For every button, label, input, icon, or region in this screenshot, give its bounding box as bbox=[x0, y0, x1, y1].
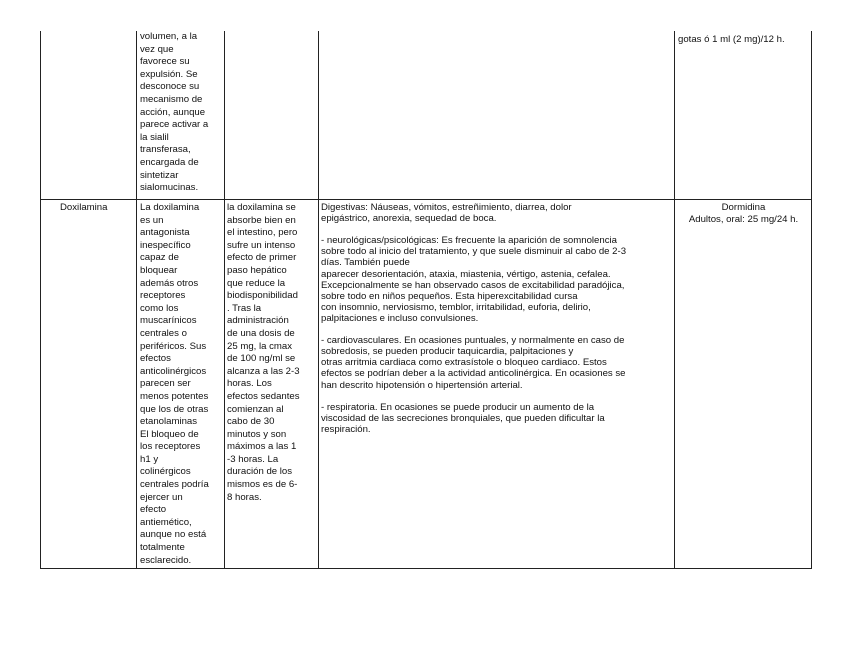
mechanism-cell: La doxilamina es un antagonista inespecífico capaz de bloquear además otros receptores como los muscarínicos centrales o periféricos. Sus efectos anticolinérgicos parecen ser menos potentes que los de otras etanolaminas El bloqueo de los receptores h1 y colinérgicos centrales podría ejercer un efecto antiemético, aunque no está totalmente esclarecido. bbox=[140, 202, 209, 566]
adverse-effects-cell: Digestivas: Náuseas, vómitos, estreñimiento, diarrea, dolor epigástrico, anorexia, sequedad de boca. - neurológicas/psicológicas: Es frecuente la aparición de somnolencia sobre todo al inicio del tratamiento, y que suele disminuir al cabo de 2-3 días. También puede aparecer desorientación, ataxia, miastenia, vértigo, astenia, cefalea. Excepcionalmente se han observado casos de excitabilidad paradójica, sobre todo en niños pequeños. Esta hiperexcitabilidad cursa con insomnio, nerviosismo, temblor, irritabilidad, euforia, delirio, palpitaciones e incluso convulsiones. - cardiovasculares. En ocasiones puntuales, y normalmente en caso de sobredosis, se pueden producir taquicardia, palpitaciones y otras arritmia cardiaca como extrasístole o bloqueo cardiaco. Estos efectos se podrían deber a la actividad anticolinérgica. En ocasiones se han descrito hipotensión o hipertensión arterial. - respiratoria. En ocasiones se puede producir un aumento de la viscosidad de las secreciones bronquiales, que pueden dificultar la respiración. bbox=[321, 202, 627, 435]
column-divider-4 bbox=[674, 31, 675, 569]
brand-name-cell: Dormidina bbox=[721, 202, 766, 213]
table-border-bottom bbox=[40, 568, 812, 569]
table-border-right bbox=[811, 31, 812, 569]
column-divider-2 bbox=[224, 31, 225, 569]
row-divider bbox=[40, 199, 812, 200]
table-border-left bbox=[40, 31, 41, 569]
column-divider-1 bbox=[136, 31, 137, 569]
dose-cell: Adultos, oral: 25 mg/24 h. bbox=[688, 214, 799, 225]
continuation-dose-cell: gotas ó 1 ml (2 mg)/12 h. bbox=[678, 34, 785, 45]
continuation-mechanism-cell: volumen, a la vez que favorece su expulsión. Se desconoce su mecanismo de acción, aunque parece activar a la sialil transferasa, encargada de sintetizar sialomucinas. bbox=[140, 31, 209, 194]
drug-name-cell: Doxilamina bbox=[60, 202, 108, 213]
pharmacokinetics-cell: la doxilamina se absorbe bien en el intestino, pero sufre un intenso efecto de primer paso hepático que reduce la biodisponibilidad . Tras la administración de una dosis de 25 mg, la cmax de 100 ng/ml se alcanza a las 2-3 horas. Los efectos sedantes comienzan al cabo de 30 minutos y son máximos a las 1 -3 horas. La duración de los mismos es de 6- 8 horas. bbox=[227, 202, 300, 503]
